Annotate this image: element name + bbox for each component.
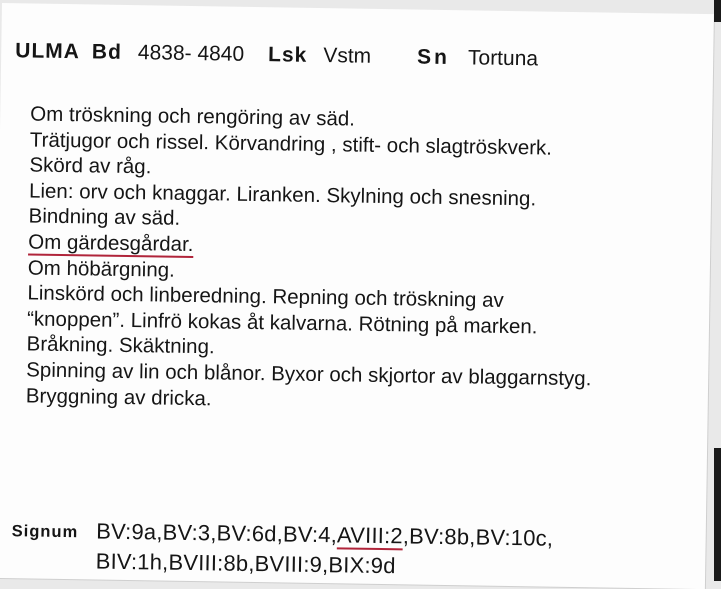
index-card	[0, 3, 714, 589]
underlined-text: Om gärdesgårdar.	[28, 230, 194, 257]
body-line: Om höbärgning.	[27, 256, 176, 282]
body-line: Bindning av säd.	[28, 204, 181, 231]
body-line: Bryggning av dricka.	[25, 383, 212, 410]
bd-value: 4838- 4840	[137, 41, 245, 66]
body-line: Trätjugor och rissel. Körvandring , stift- och slagtröskverk.	[29, 128, 553, 160]
signum-label: Signum	[11, 522, 79, 542]
body-line: Om tröskning och rengöring av säd.	[30, 102, 356, 131]
body-line: Spinning av lin och blånor. Byxor och skjortor av blaggarnstyg.	[26, 358, 592, 391]
signum-section	[11, 515, 553, 583]
signum-codes-start: BV:9a,BV:3,BV:6d,BV:4,	[96, 518, 338, 548]
signum-line-2: BIV:1h,BVIII:8b,BVIII:9,BIX:9d	[95, 548, 396, 579]
body-line: “knoppen”. Linfrö kokas åt kalvarna. Rötning på marken.	[26, 307, 538, 339]
body-line: Lien: orv och knaggar. Liranken. Skylning och snesning.	[28, 179, 537, 211]
signum-codes	[96, 517, 554, 584]
scan-edge-top	[714, 0, 721, 22]
scan-edge-bottom	[714, 448, 721, 581]
card-header	[15, 39, 538, 71]
body-line: Linskörd och linberedning. Repning och tröskning av	[27, 281, 504, 313]
lsk-label: Lsk	[267, 43, 308, 67]
sn-label: Sn	[416, 45, 451, 70]
body-line: Bråkning. Skäktning.	[26, 332, 215, 359]
signum-codes-end: ,BV:8b,BV:10c,	[402, 523, 554, 551]
card-body	[26, 101, 691, 418]
body-line: Skörd av råg.	[29, 153, 152, 179]
lsk-value: Vstm	[323, 44, 372, 68]
archive-code: ULMA	[15, 39, 81, 64]
bd-label: Bd	[91, 40, 123, 64]
signum-code-underlined: AVIII:2	[336, 522, 404, 549]
sn-value: Tortuna	[467, 46, 539, 71]
